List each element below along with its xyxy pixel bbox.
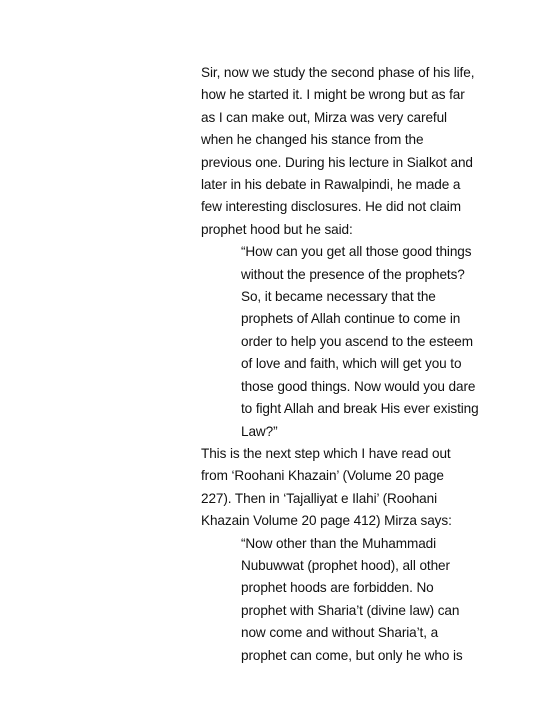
paragraph-intro xyxy=(201,62,501,241)
text-line: when he changed his stance from the xyxy=(201,132,424,148)
text-line: Khazain Volume 20 page 412) Mirza says: xyxy=(201,513,452,529)
quote-line: prophet can come, but only he who is xyxy=(241,647,463,663)
text-line: as I can make out, Mirza was very careful xyxy=(201,109,447,125)
block-quote-second xyxy=(201,533,501,667)
text-line: few interesting disclosures. He did not claim xyxy=(201,199,461,215)
paragraph-next-step xyxy=(201,443,501,533)
text-line: previous one. During his lecture in Sialkot and xyxy=(201,154,473,170)
quote-line: Law?” xyxy=(241,423,278,439)
text-line: later in his debate in Rawalpindi, he made a xyxy=(201,177,461,193)
quote-line: prophet hoods are forbidden. No xyxy=(241,580,434,596)
quote-line: “How can you get all those good things xyxy=(241,244,472,260)
text-line: prophet hood but he said: xyxy=(201,221,353,237)
text-line: 227). Then in ‘Tajalliyat e Ilahi’ (Roohani xyxy=(201,490,437,506)
quote-line: order to help you ascend to the esteem xyxy=(241,333,473,349)
body-text xyxy=(201,62,501,667)
quote-line: to fight Allah and break His ever existing xyxy=(241,401,479,417)
quote-line: without the presence of the prophets? xyxy=(241,266,465,282)
text-line: Sir, now we study the second phase of his life, xyxy=(201,65,475,80)
quote-line: So, it became necessary that the xyxy=(241,289,436,305)
text-line: This is the next step which I have read out xyxy=(201,445,451,461)
quote-line: of love and faith, which will get you to xyxy=(241,356,462,372)
quote-line: “Now other than the Muhammadi xyxy=(241,535,437,551)
block-quote-first xyxy=(201,241,501,443)
quote-line: prophet with Sharia’t (divine law) can xyxy=(241,602,460,618)
quote-line: prophets of Allah continue to come in xyxy=(241,311,461,327)
quote-line: Nubuwwat (prophet hood), all other xyxy=(241,557,450,573)
text-line: how he started it. I might be wrong but as far xyxy=(201,87,465,103)
quote-line: those good things. Now would you dare xyxy=(241,378,476,394)
text-line: from ‘Roohani Khazain’ (Volume 20 page xyxy=(201,468,444,484)
quote-line: now come and without Sharia’t, a xyxy=(241,625,439,641)
